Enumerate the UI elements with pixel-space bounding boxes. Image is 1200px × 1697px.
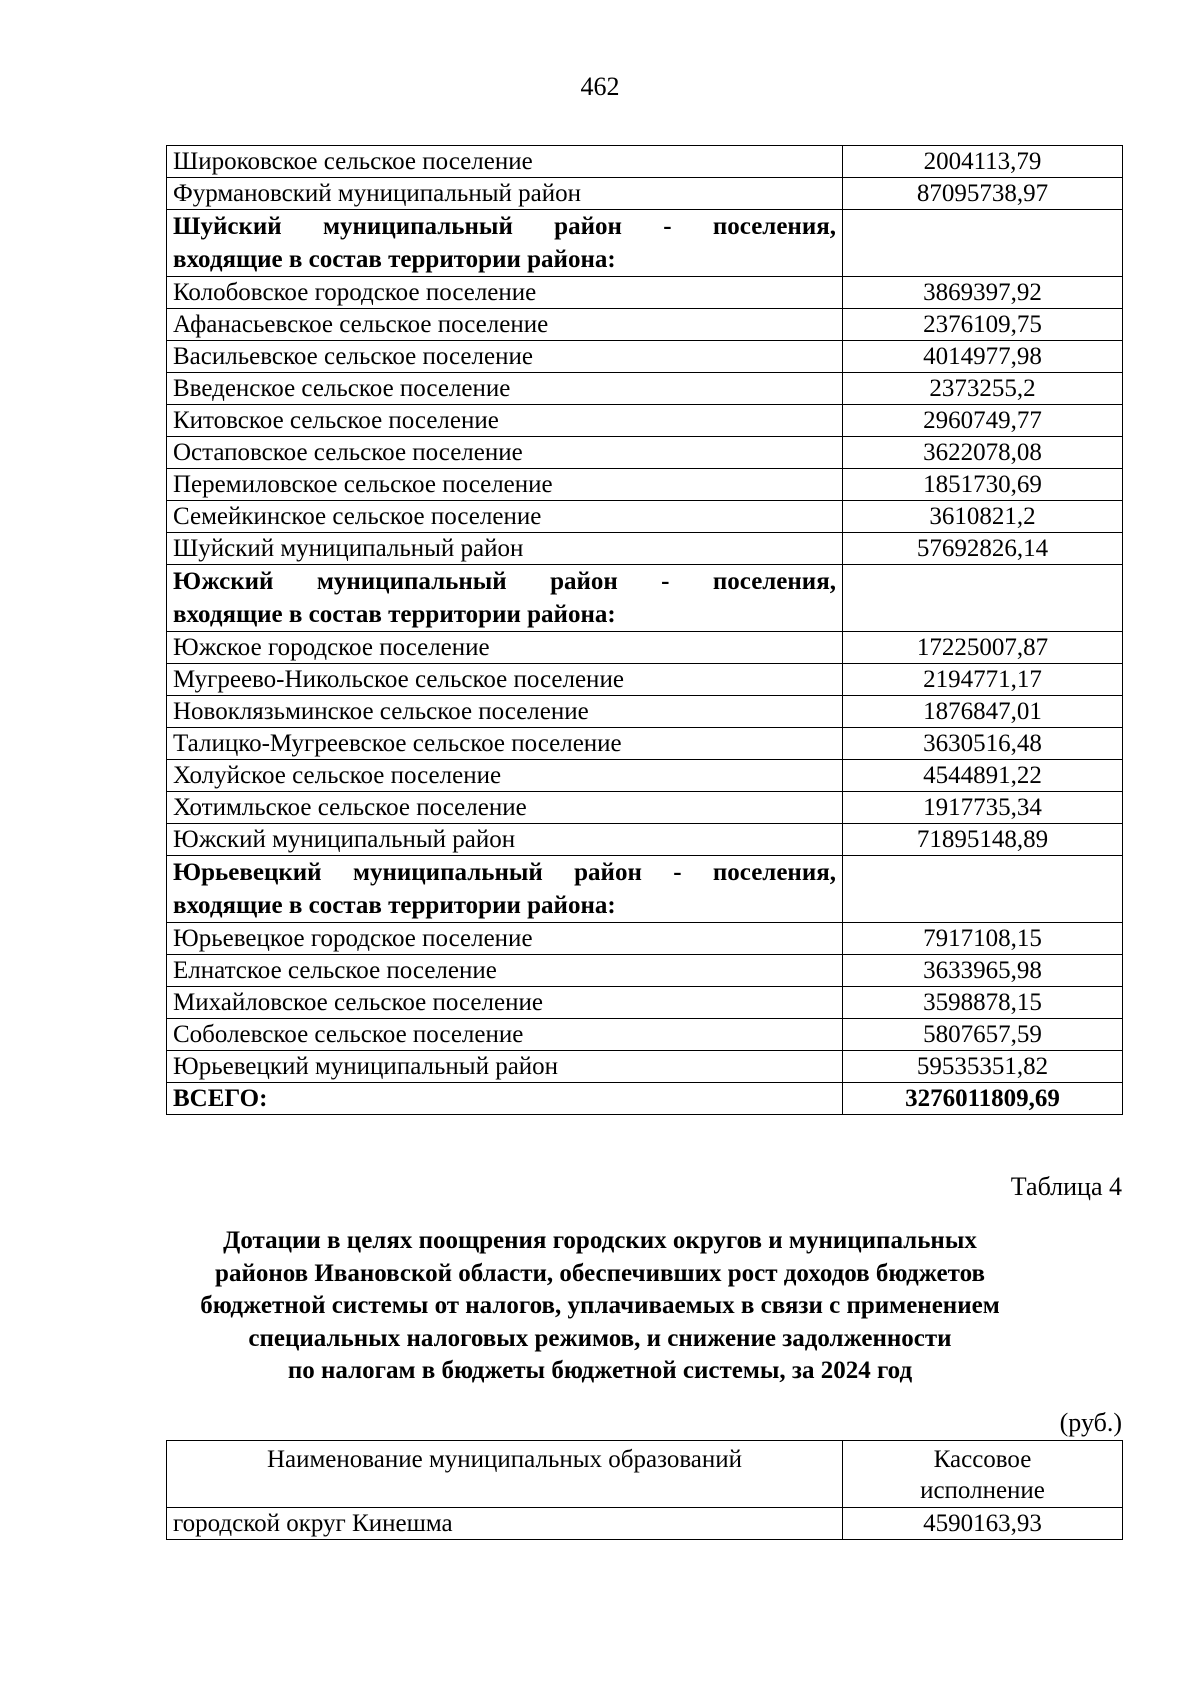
table-row: [167, 923, 1123, 955]
heading-line: Дотации в целях поощрения городских округов и муниципальных: [223, 1227, 977, 1254]
row-name: Холуйское сельское поселение: [167, 760, 843, 792]
row-value: 1851730,69: [843, 469, 1123, 501]
row-value: 3598878,15: [843, 987, 1123, 1019]
section-row: [167, 565, 1123, 632]
section-value-empty: [843, 565, 1123, 632]
table-row: [167, 1508, 1123, 1540]
row-name: Новоклязьминское сельское поселение: [167, 696, 843, 728]
section-title: [167, 856, 843, 923]
header-col-name: Наименование муниципальных образований: [167, 1441, 843, 1508]
section-value-empty: [843, 210, 1123, 277]
table-row: [167, 178, 1123, 210]
section-title-line: входящие в состав территории района:: [173, 892, 616, 919]
row-value: 87095738,97: [843, 178, 1123, 210]
row-value: 71895148,89: [843, 824, 1123, 856]
header-row: [167, 1441, 1123, 1508]
table-row: [167, 760, 1123, 792]
section-title: [167, 210, 843, 277]
table-row: [167, 632, 1123, 664]
table-row: [167, 792, 1123, 824]
row-name: Афанасьевское сельское поселение: [167, 309, 843, 341]
budget-table-body: [167, 146, 1123, 1115]
header-col-value-line: Кассовое: [933, 1446, 1032, 1473]
row-value: 2960749,77: [843, 405, 1123, 437]
heading-line: специальных налоговых режимов, и снижение задолженности: [248, 1324, 952, 1352]
row-name: Васильевское сельское поселение: [167, 341, 843, 373]
row-name: Введенское сельское поселение: [167, 373, 843, 405]
header-col-value-line: исполнение: [920, 1477, 1045, 1504]
budget-table: [166, 145, 1123, 1115]
table-row: [167, 501, 1123, 533]
table-row: [167, 824, 1123, 856]
heading-line: бюджетной системы от налогов, уплачиваемых в связи с применением: [200, 1292, 1000, 1319]
row-value: 17225007,87: [843, 632, 1123, 664]
table-row: [167, 1051, 1123, 1083]
table-heading: [150, 1225, 1050, 1388]
row-name: Перемиловское сельское поселение: [167, 469, 843, 501]
section-title-line: входящие в состав территории района:: [173, 246, 616, 273]
section-title-line: Южский муниципальный район - поселения,: [173, 568, 836, 595]
table-row: [167, 1019, 1123, 1051]
table-row: [167, 955, 1123, 987]
section-row: [167, 210, 1123, 277]
section-title-line: Юрьевецкий муниципальный район - поселения,: [173, 859, 836, 886]
row-value: 59535351,82: [843, 1051, 1123, 1083]
row-name: Остаповское сельское поселение: [167, 437, 843, 469]
heading-line: районов Ивановской области, обеспечивших рост доходов бюджетов: [215, 1259, 985, 1287]
row-value: 2373255,2: [843, 373, 1123, 405]
table-row: [167, 309, 1123, 341]
row-value: 3610821,2: [843, 501, 1123, 533]
row-value: 4590163,93: [843, 1508, 1123, 1540]
page-number: 462: [580, 72, 620, 101]
section-title-line: Шуйский муниципальный район - поселения,: [173, 213, 836, 240]
heading-line: по налогам в бюджеты бюджетной системы, за 2024 год: [287, 1357, 913, 1384]
unit-label: (руб.): [1059, 1408, 1122, 1437]
subsidy-table: [166, 1440, 1123, 1540]
table-row: [167, 469, 1123, 501]
table-row: [167, 405, 1123, 437]
row-value: 1876847,01: [843, 696, 1123, 728]
row-name: Широковское сельское поселение: [167, 146, 843, 178]
row-name: Мугреево-Никольское сельское поселение: [167, 664, 843, 696]
row-value: 2004113,79: [843, 146, 1123, 178]
section-title-line: входящие в состав территории района:: [173, 601, 616, 628]
row-name: Семейкинское сельское поселение: [167, 501, 843, 533]
row-name: Соболевское сельское поселение: [167, 1019, 843, 1051]
table-row: [167, 277, 1123, 309]
row-name: Южское городское поселение: [167, 632, 843, 664]
row-name: Юрьевецкое городское поселение: [167, 923, 843, 955]
table-row: [167, 341, 1123, 373]
row-name: Талицко-Мугреевское сельское поселение: [167, 728, 843, 760]
row-name: Елнатское сельское поселение: [167, 955, 843, 987]
subsidy-table-body: [167, 1441, 1123, 1540]
table-label: Таблица 4: [1010, 1172, 1122, 1201]
row-value: 2194771,17: [843, 664, 1123, 696]
row-value: 4014977,98: [843, 341, 1123, 373]
row-value: 5807657,59: [843, 1019, 1123, 1051]
row-name: Колобовское городское поселение: [167, 277, 843, 309]
row-name: Хотимльское сельское поселение: [167, 792, 843, 824]
row-value: 57692826,14: [843, 533, 1123, 565]
row-name: Юрьевецкий муниципальный район: [167, 1051, 843, 1083]
row-name: Китовское сельское поселение: [167, 405, 843, 437]
row-value: 2376109,75: [843, 309, 1123, 341]
row-value: 3622078,08: [843, 437, 1123, 469]
row-value: 3630516,48: [843, 728, 1123, 760]
table-row: [167, 533, 1123, 565]
table-row: [167, 987, 1123, 1019]
table-row: [167, 696, 1123, 728]
header-col-value: [843, 1441, 1123, 1508]
row-value: 3276011809,69: [843, 1083, 1123, 1115]
row-value: 3633965,98: [843, 955, 1123, 987]
row-name: ВСЕГО:: [167, 1083, 843, 1115]
section-title: [167, 565, 843, 632]
row-value: 3869397,92: [843, 277, 1123, 309]
row-name: городской округ Кинешма: [167, 1508, 843, 1540]
row-value: 1917735,34: [843, 792, 1123, 824]
table-row: [167, 664, 1123, 696]
section-value-empty: [843, 856, 1123, 923]
row-value: 4544891,22: [843, 760, 1123, 792]
row-name: Шуйский муниципальный район: [167, 533, 843, 565]
row-name: Южский муниципальный район: [167, 824, 843, 856]
table-row: [167, 146, 1123, 178]
table-row: [167, 373, 1123, 405]
row-value: 7917108,15: [843, 923, 1123, 955]
table-row: [167, 437, 1123, 469]
total-row: [167, 1083, 1123, 1115]
row-name: Фурмановский муниципальный район: [167, 178, 843, 210]
row-name: Михайловское сельское поселение: [167, 987, 843, 1019]
section-row: [167, 856, 1123, 923]
table-row: [167, 728, 1123, 760]
